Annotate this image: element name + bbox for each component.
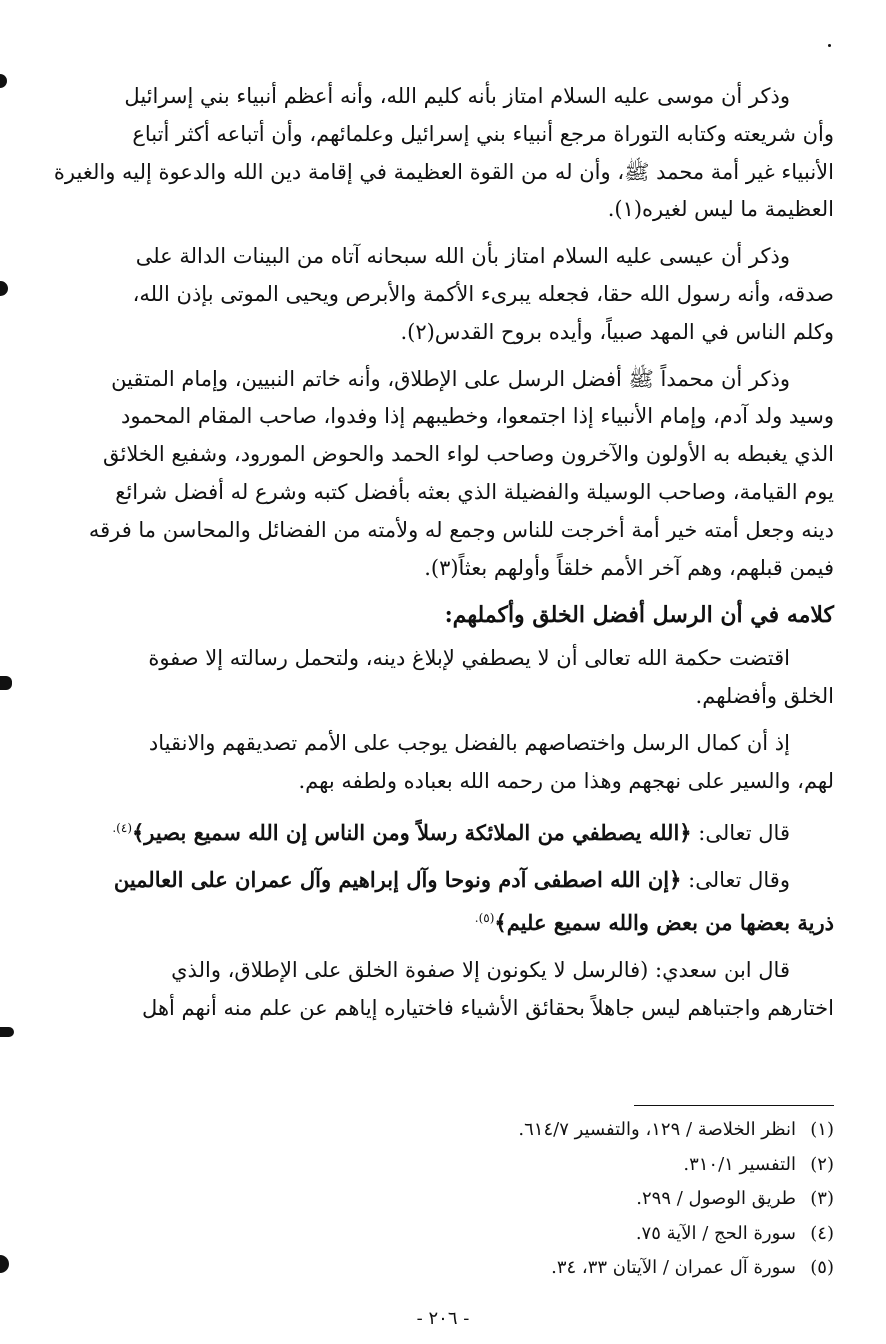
margin-mark [0,281,8,296]
quran-verse: ذرية بعضها من بعض والله سميع عليم﴾ [494,910,834,936]
footnote-text: انظر الخلاصة / ١٢٩، والتفسير ٦١٤/٧. [518,1119,796,1140]
margin-mark [0,676,12,690]
text-line: العظيمة ما ليس لغيره(١). [607,197,834,222]
text-line: قال ابن سعدي: (فالرسل لا يكونون إلا صفوة الخلق على الإطلاق، والذي [171,957,790,982]
text-line: فيمن قبلهم، وهم آخر الأمم خلقاً وأولهم بعثاً(٣). [424,555,834,580]
footnote-ref: (٤). [112,820,132,835]
footnote [22,1182,834,1217]
verse-intro: وقال تعالى: [681,868,790,893]
text-line: وسيد ولد آدم، وإمام الأنبياء إذا اجتمعوا، وخطيبهم إذا وفدوا، صاحب المقام المحمود [120,404,834,429]
page-number: - ٢٠٦ - [416,1308,470,1329]
verse-hajj [22,810,834,853]
footnote-ref: (٥). [474,911,495,926]
text-line: صدقه، وأنه رسول الله حقا، فجعله يبرىء الأكمة والأبرص ويحيى الموتى بإذن الله، [132,281,834,306]
paragraph-muhammad [22,361,834,588]
section-heading: كلامه في أن الرسل أفضل الخلق وأكملهم: [444,602,834,629]
text-line: وذكر أن محمداً ﷺ أفضل الرسل على الإطلاق، وأنه خاتم النبيين، وإمام المتقين [111,366,790,391]
text-line: وذكر أن موسى عليه السلام امتاز بأنه كليم الله، وأنه أعظم أنبياء بني إسرائيل [124,84,790,108]
text-line: اختارهم واجتباهم ليس جاهلاً بحقائق الأشياء فاختياره إياهم عن علم منه أنهم أهل [142,995,834,1020]
text-line [22,810,834,853]
footnote-number: (٣) [810,1188,834,1209]
text-line: لهم، والسير على نهجهم وهذا من رحمه الله بعباده ولطفه بهم. [298,768,834,793]
speck [828,44,831,47]
footnote [22,1148,834,1183]
margin-mark [0,1027,14,1037]
text-line: وذكر أن عيسى عليه السلام امتاز بأن الله سبحانه آتاه من البينات الدالة على [135,244,790,269]
text-line: الذي يغبطه به الأولون والآخرون وصاحب لواء الحمد والحوض المورود، وشفيع الخلائق [103,442,834,467]
verse-al-imran [22,861,834,943]
margin-mark [0,74,7,88]
text-line: إذ أن كمال الرسل واختصاصهم بالفضل يوجب على الأمم تصديقهم والانقياد [148,730,790,755]
text-line: دينه وجعل أمته خير أمة أخرجت للناس وجمع له ولأمته من الفضائل والمحاسن ما فرقه [88,517,834,542]
text-line: يوم القيامة، وصاحب الوسيلة والفضيلة الذي بعثه بأفضل كتبه وشرع له أفضل شرائع [115,479,834,504]
paragraph-perfection [22,725,834,801]
footnote-text: طريق الوصول / ٢٩٩. [636,1188,796,1209]
footnote-number: (٤) [810,1222,834,1244]
text-line: الأنبياء غير أمة محمد ﷺ، وأن له من القوة العظيمة في إقامة دين الله والدعوة إليه والغيرة [53,159,834,184]
quran-verse: ﴿إن الله اصطفى آدم ونوحا وآل إبراهيم وآل عمران على العالمين [113,867,682,893]
footnote-number: (١) [810,1119,834,1140]
text-line: الخلق وأفضلهم. [695,684,834,709]
footnote-number: (٢) [810,1153,834,1175]
footnotes [22,1113,834,1286]
paragraph-ibn-saadi [22,952,834,1028]
paragraph-jesus [22,238,834,351]
footnote-separator [634,1105,834,1106]
paragraph-moses [22,78,834,229]
footnote [22,1217,834,1252]
verse-intro: قال تعالى: [691,820,790,845]
text-line [22,900,834,943]
footnote-number: (٥) [810,1257,834,1278]
margin-mark [0,1255,9,1273]
footnote-text: سورة الحج / الآية ٧٥. [635,1222,796,1244]
text-line: وكلم الناس في المهد صبياً، وأيده بروح القدس(٢). [400,319,834,344]
footnote [22,1251,834,1286]
footnote-text: سورة آل عمران / الآيتان ٣٣، ٣٤. [551,1257,796,1278]
paragraph-wisdom [22,640,834,716]
text-line [22,861,834,900]
text-line: اقتضت حكمة الله تعالى أن لا يصطفي لإبلاغ دينه، ولتحمل رسالته إلا صفوة [148,646,790,671]
footnote-text: التفسير ٣١٠/١. [683,1153,796,1175]
quran-verse: ﴿الله يصطفي من الملائكة رسلاً ومن الناس إن الله سميع بصير﴾ [132,819,692,845]
text-line: وأن شريعته وكتابه التوراة مرجع أنبياء بني إسرائيل وعلمائهم، وأن أتباعه أكثر أتباع [132,121,834,146]
page-body [22,78,834,1037]
footnote [22,1113,834,1148]
